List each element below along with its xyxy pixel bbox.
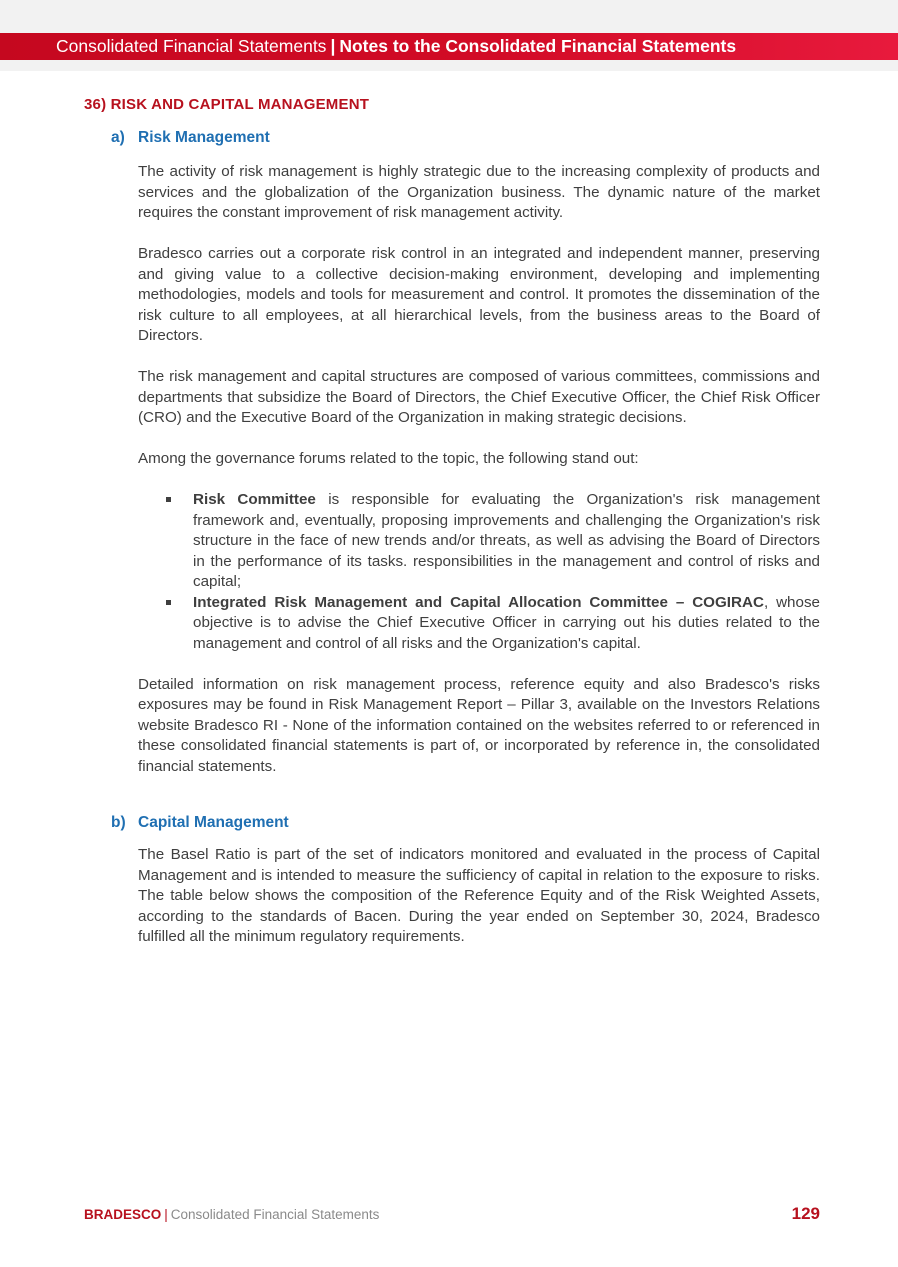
list-item-text: , whose objective is to advise the Chief Executive Officer in carrying out his duties related to the management and control of all risks and the Organization's capital. xyxy=(193,593,820,652)
capital-management-heading xyxy=(111,814,289,832)
page-header-band xyxy=(0,33,898,60)
list-item xyxy=(193,490,820,593)
header-under-strip xyxy=(0,60,898,71)
paragraph: Bradesco carries out a corporate risk control in an integrated and independent manner, preserving and giving value to a collective decision-making environment, developing and implementing methodologies, models and tools for measurement and control. It promotes the dissemination of the risk culture to all employees, at all hierarchical levels, from the business areas to the Board of Directors. xyxy=(138,245,820,344)
section-title: 36) RISK AND CAPITAL MANAGEMENT xyxy=(84,96,370,113)
heading-letter-a: a) xyxy=(111,129,125,146)
footer-separator: | xyxy=(164,1207,168,1222)
list-item-title: Risk Committee xyxy=(193,491,316,508)
paragraph: Among the governance forums related to the topic, the following stand out: xyxy=(138,450,639,467)
list-item-text: is responsible for evaluating the Organization's risk management framework and, eventually, proposing improvements and challenging the Organization's risk structure in the face of new trends and/or threats, as well as advising the Board of Directors in the performance of its tasks. responsibilities in the management and control of risks and capital; xyxy=(193,491,820,590)
square-bullet-icon xyxy=(166,497,171,502)
page-number: 129 xyxy=(791,1204,820,1223)
heading-text: Capital Management xyxy=(138,814,289,831)
heading-text: Risk Management xyxy=(138,129,270,146)
header-document-title: Consolidated Financial Statements xyxy=(56,36,327,56)
heading-letter-b: b) xyxy=(111,814,126,831)
page-footer xyxy=(84,1207,379,1222)
list-item xyxy=(193,593,820,655)
footer-document-title: Consolidated Financial Statements xyxy=(170,1207,380,1222)
header-section-title: Notes to the Consolidated Financial Statements xyxy=(339,36,737,56)
governance-forums-list xyxy=(138,490,820,654)
list-item-title: Integrated Risk Management and Capital Allocation Committee – COGIRAC xyxy=(193,593,764,611)
footer-brand: BRADESCO xyxy=(84,1207,162,1222)
risk-management-heading xyxy=(111,129,270,147)
paragraph: The activity of risk management is highly strategic due to the increasing complexity of products and services and the globalization of the Organization business. The dynamic nature of the market requires the constant improvement of risk management activity. xyxy=(138,163,820,221)
risk-management-body xyxy=(138,162,820,798)
header-separator: | xyxy=(330,36,336,56)
capital-management-body xyxy=(138,845,820,968)
paragraph: Detailed information on risk management process, reference equity and also Bradesco's risks exposures may be found in Risk Management Report – Pillar 3, available on the Investors Relations website Bradesco RI - None of the information contained on the websites referred to or referenced in these consolidated financial statements is part of, or incorporated by reference in, the consolidated financial statements. xyxy=(138,675,820,775)
paragraph: The risk management and capital structures are composed of various committees, commissions and departments that subsidize the Board of Directors, the Chief Executive Officer, the Chief Risk Officer (CRO) and the Executive Board of the Organization in making strategic decisions. xyxy=(138,368,820,426)
top-margin-strip xyxy=(0,0,898,33)
square-bullet-icon xyxy=(166,600,171,605)
paragraph: The Basel Ratio is part of the set of indicators monitored and evaluated in the process of Capital Management and is intended to measure the sufficiency of capital in relation to the exposure to risks. The table below shows the composition of the Reference Equity and of the Risk Weighted Assets, according to the standards of Bacen. During the year ended on September 30, 2024, Bradesco fulfilled all the minimum regulatory requirements. xyxy=(138,846,820,945)
